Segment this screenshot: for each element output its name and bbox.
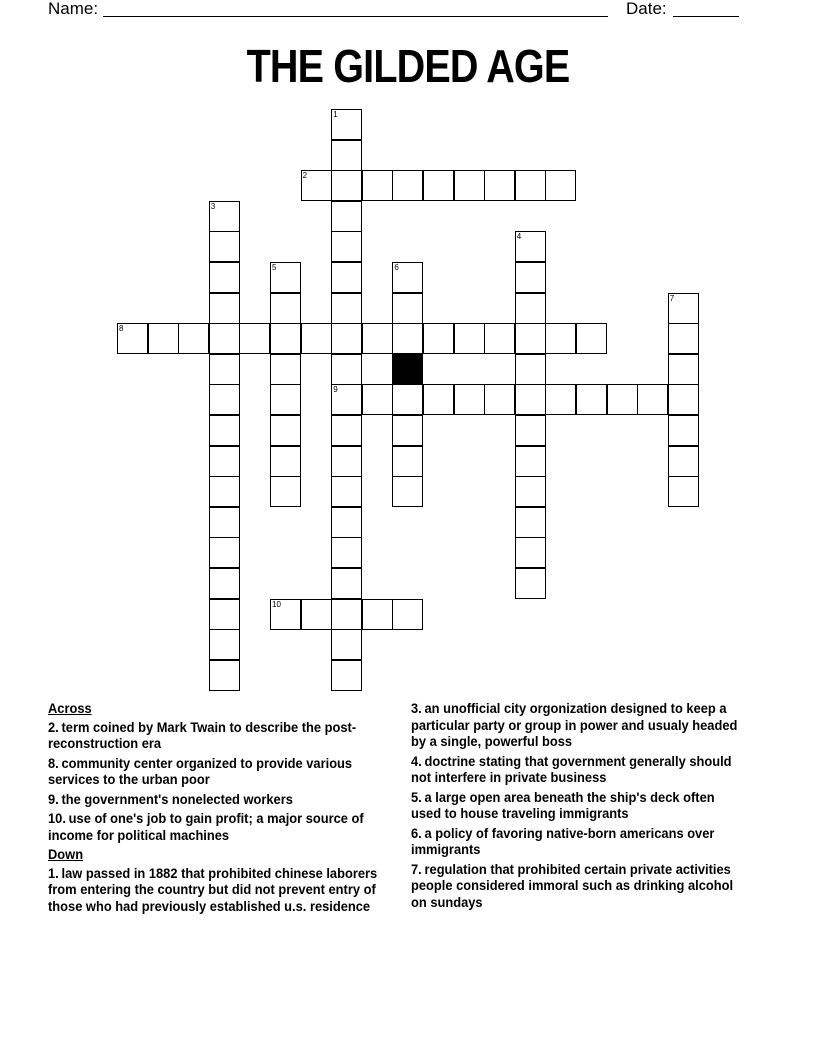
grid-cell[interactable] <box>668 384 699 415</box>
grid-cell[interactable] <box>331 170 362 201</box>
clue-text: a policy of favoring native-born americans over immigrants <box>411 824 715 857</box>
page-title: THE GILDED AGE <box>246 40 570 92</box>
grid-cell[interactable] <box>270 384 301 415</box>
grid-cell[interactable] <box>331 599 362 630</box>
grid-cell[interactable] <box>209 415 240 446</box>
grid-cell[interactable] <box>209 660 240 691</box>
grid-cell[interactable] <box>515 293 546 324</box>
grid-cell[interactable] <box>392 446 423 477</box>
clue-number: 9. <box>48 790 59 807</box>
grid-cell[interactable] <box>270 323 301 354</box>
clue-number: 8. <box>48 754 59 771</box>
grid-cell[interactable] <box>331 446 362 477</box>
clues-left-column <box>48 700 398 917</box>
grid-cell[interactable] <box>423 323 454 354</box>
clue-text: an unofficial city orgonization designed to keep a particular party or group in power and usualy headed by a single, powerful boss <box>411 700 738 749</box>
grid-cell[interactable] <box>576 323 607 354</box>
grid-cell[interactable] <box>515 446 546 477</box>
clue-item <box>48 755 398 788</box>
grid-cell[interactable] <box>515 231 546 262</box>
clue-text: a large open area beneath the ship's deck often used to house traveling immigrants <box>411 788 715 821</box>
grid-cell[interactable] <box>392 476 423 507</box>
grid-cell[interactable] <box>545 384 576 415</box>
clues-right-column <box>411 700 742 913</box>
grid-cell[interactable] <box>209 599 240 630</box>
grid-cell[interactable] <box>331 140 362 171</box>
cell-number: 5 <box>272 263 277 272</box>
grid-cell[interactable] <box>209 476 240 507</box>
grid-cell[interactable] <box>637 384 668 415</box>
grid-cell[interactable] <box>668 293 699 324</box>
grid-cell[interactable] <box>209 201 240 232</box>
clue-item <box>411 789 742 822</box>
grid-cell[interactable] <box>515 170 546 201</box>
cell-number: 2 <box>302 171 308 181</box>
grid-cell[interactable] <box>392 170 423 201</box>
grid-cell[interactable] <box>668 323 699 354</box>
grid-cell[interactable] <box>331 231 362 262</box>
grid-cell[interactable] <box>209 446 240 477</box>
grid-cell[interactable] <box>178 323 209 354</box>
clue-item <box>411 753 742 786</box>
clue-text: term coined by Mark Twain to describe the post-reconstruction era <box>48 718 357 751</box>
grid-cell[interactable] <box>270 476 301 507</box>
grid-cell[interactable] <box>362 599 393 630</box>
grid-cell[interactable] <box>392 415 423 446</box>
grid-cell[interactable] <box>209 568 240 599</box>
grid-cell[interactable] <box>331 201 362 232</box>
clue-text: law passed in 1882 that prohibited chinese laborers from entering the country but did not prevent entry of those who had previously established u.s. residence <box>48 864 378 914</box>
across-clue-list <box>48 719 398 844</box>
grid-cell[interactable] <box>331 415 362 446</box>
clue-number: 1. <box>48 864 59 881</box>
grid-cell[interactable] <box>209 507 240 538</box>
grid-cell[interactable] <box>331 507 362 538</box>
grid-cell[interactable] <box>331 629 362 660</box>
grid-cell[interactable] <box>270 415 301 446</box>
grid-cell[interactable] <box>515 507 546 538</box>
grid-cell[interactable] <box>331 568 362 599</box>
clue-item <box>48 810 398 843</box>
grid-cell[interactable] <box>454 170 485 201</box>
grid-cell[interactable] <box>209 629 240 660</box>
clue-text: community center organized to provide various services to the urban poor <box>48 754 353 787</box>
grid-cell[interactable] <box>270 354 301 385</box>
clue-item <box>48 865 398 915</box>
cell-number: 3 <box>210 201 216 211</box>
grid-cell[interactable] <box>515 568 546 599</box>
grid-cell[interactable] <box>331 476 362 507</box>
clue-number: 7. <box>411 860 422 877</box>
grid-cell[interactable] <box>209 354 240 385</box>
clue-item <box>411 861 742 911</box>
clue-number: 10. <box>48 810 66 826</box>
grid-cell[interactable] <box>515 323 546 354</box>
cell-number: 6 <box>394 263 399 272</box>
grid-cell[interactable] <box>576 384 607 415</box>
grid-cell[interactable] <box>484 170 515 201</box>
clue-number: 5. <box>411 788 422 805</box>
grid-cell[interactable] <box>209 537 240 568</box>
down-heading: Down <box>48 846 84 862</box>
grid-cell[interactable] <box>209 384 240 415</box>
grid-cell[interactable] <box>668 415 699 446</box>
grid-cell[interactable] <box>484 323 515 354</box>
grid-cell[interactable] <box>331 660 362 691</box>
grid-cell[interactable] <box>668 446 699 477</box>
grid-cell[interactable] <box>331 109 362 140</box>
clue-number: 3. <box>411 700 422 716</box>
grid-cell[interactable] <box>270 293 301 324</box>
down-clue-list <box>48 865 398 915</box>
name-label: Name: <box>48 0 99 18</box>
grid-cell[interactable] <box>515 354 546 385</box>
grid-cell[interactable] <box>515 415 546 446</box>
clue-item <box>411 700 742 750</box>
grid-cell[interactable] <box>148 323 179 354</box>
grid-cell[interactable] <box>209 262 240 293</box>
date-label: Date: <box>626 0 667 18</box>
grid-cell[interactable] <box>423 170 454 201</box>
grid-cell[interactable] <box>117 323 148 354</box>
grid-cell[interactable] <box>668 354 699 385</box>
cell-number: 8 <box>119 324 124 334</box>
grid-cell[interactable] <box>270 446 301 477</box>
clue-item <box>48 791 398 808</box>
grid-cell[interactable] <box>209 293 240 324</box>
cell-number: 1 <box>333 110 338 119</box>
grid-cell[interactable] <box>270 599 301 630</box>
grid-cell[interactable] <box>301 323 332 354</box>
grid-cell[interactable] <box>423 384 454 415</box>
down-clue-list-continued <box>411 700 742 910</box>
grid-cell[interactable] <box>209 231 240 262</box>
grid-cell[interactable] <box>515 537 546 568</box>
clue-number: 2. <box>48 718 59 735</box>
grid-cell[interactable] <box>362 170 393 201</box>
across-heading: Across <box>48 700 92 716</box>
grid-cell[interactable] <box>301 170 332 201</box>
cell-number: 7 <box>669 293 675 303</box>
grid-cell[interactable] <box>331 323 362 354</box>
grid-cell[interactable] <box>545 170 576 201</box>
cell-number: 9 <box>333 385 338 395</box>
clue-number: 4. <box>411 752 422 769</box>
grid-cell[interactable] <box>331 293 362 324</box>
clue-text: the government's nonelected workers <box>61 790 293 807</box>
grid-cell[interactable] <box>392 262 423 293</box>
grid-cell[interactable] <box>362 384 393 415</box>
black-cell <box>392 354 423 385</box>
clue-number: 6. <box>411 824 422 841</box>
grid-cell[interactable] <box>668 476 699 507</box>
grid-cell[interactable] <box>270 262 301 293</box>
grid-cell[interactable] <box>239 323 270 354</box>
grid-cell[interactable] <box>331 537 362 568</box>
clue-item <box>48 719 398 752</box>
grid-cell[interactable] <box>392 323 423 354</box>
grid-cell[interactable] <box>484 384 515 415</box>
grid-cell[interactable] <box>331 354 362 385</box>
grid-cell[interactable] <box>515 262 546 293</box>
grid-cell[interactable] <box>331 384 362 415</box>
grid-cell[interactable] <box>392 384 423 415</box>
grid-cell[interactable] <box>331 262 362 293</box>
clue-text: doctrine stating that government generally should not interfere in private business <box>411 752 732 785</box>
cell-number: 4 <box>516 232 522 242</box>
grid-cell[interactable] <box>607 384 638 415</box>
cell-number: 10 <box>272 599 281 609</box>
grid-cell[interactable] <box>362 323 393 354</box>
clue-text: use of one's job to gain profit; a major source of income for political machines <box>48 810 364 843</box>
grid-cell[interactable] <box>515 476 546 507</box>
grid-cell[interactable] <box>301 599 332 630</box>
clue-item <box>411 825 742 858</box>
grid-cell[interactable] <box>454 323 485 354</box>
grid-cell[interactable] <box>454 384 485 415</box>
grid-cell[interactable] <box>515 384 546 415</box>
clue-text: regulation that prohibited certain private activities people considered immoral such as drinking alcohol on sundays <box>411 860 734 910</box>
grid-cell[interactable] <box>392 599 423 630</box>
grid-cell[interactable] <box>209 323 240 354</box>
grid-cell[interactable] <box>392 293 423 324</box>
grid-cell[interactable] <box>545 323 576 354</box>
